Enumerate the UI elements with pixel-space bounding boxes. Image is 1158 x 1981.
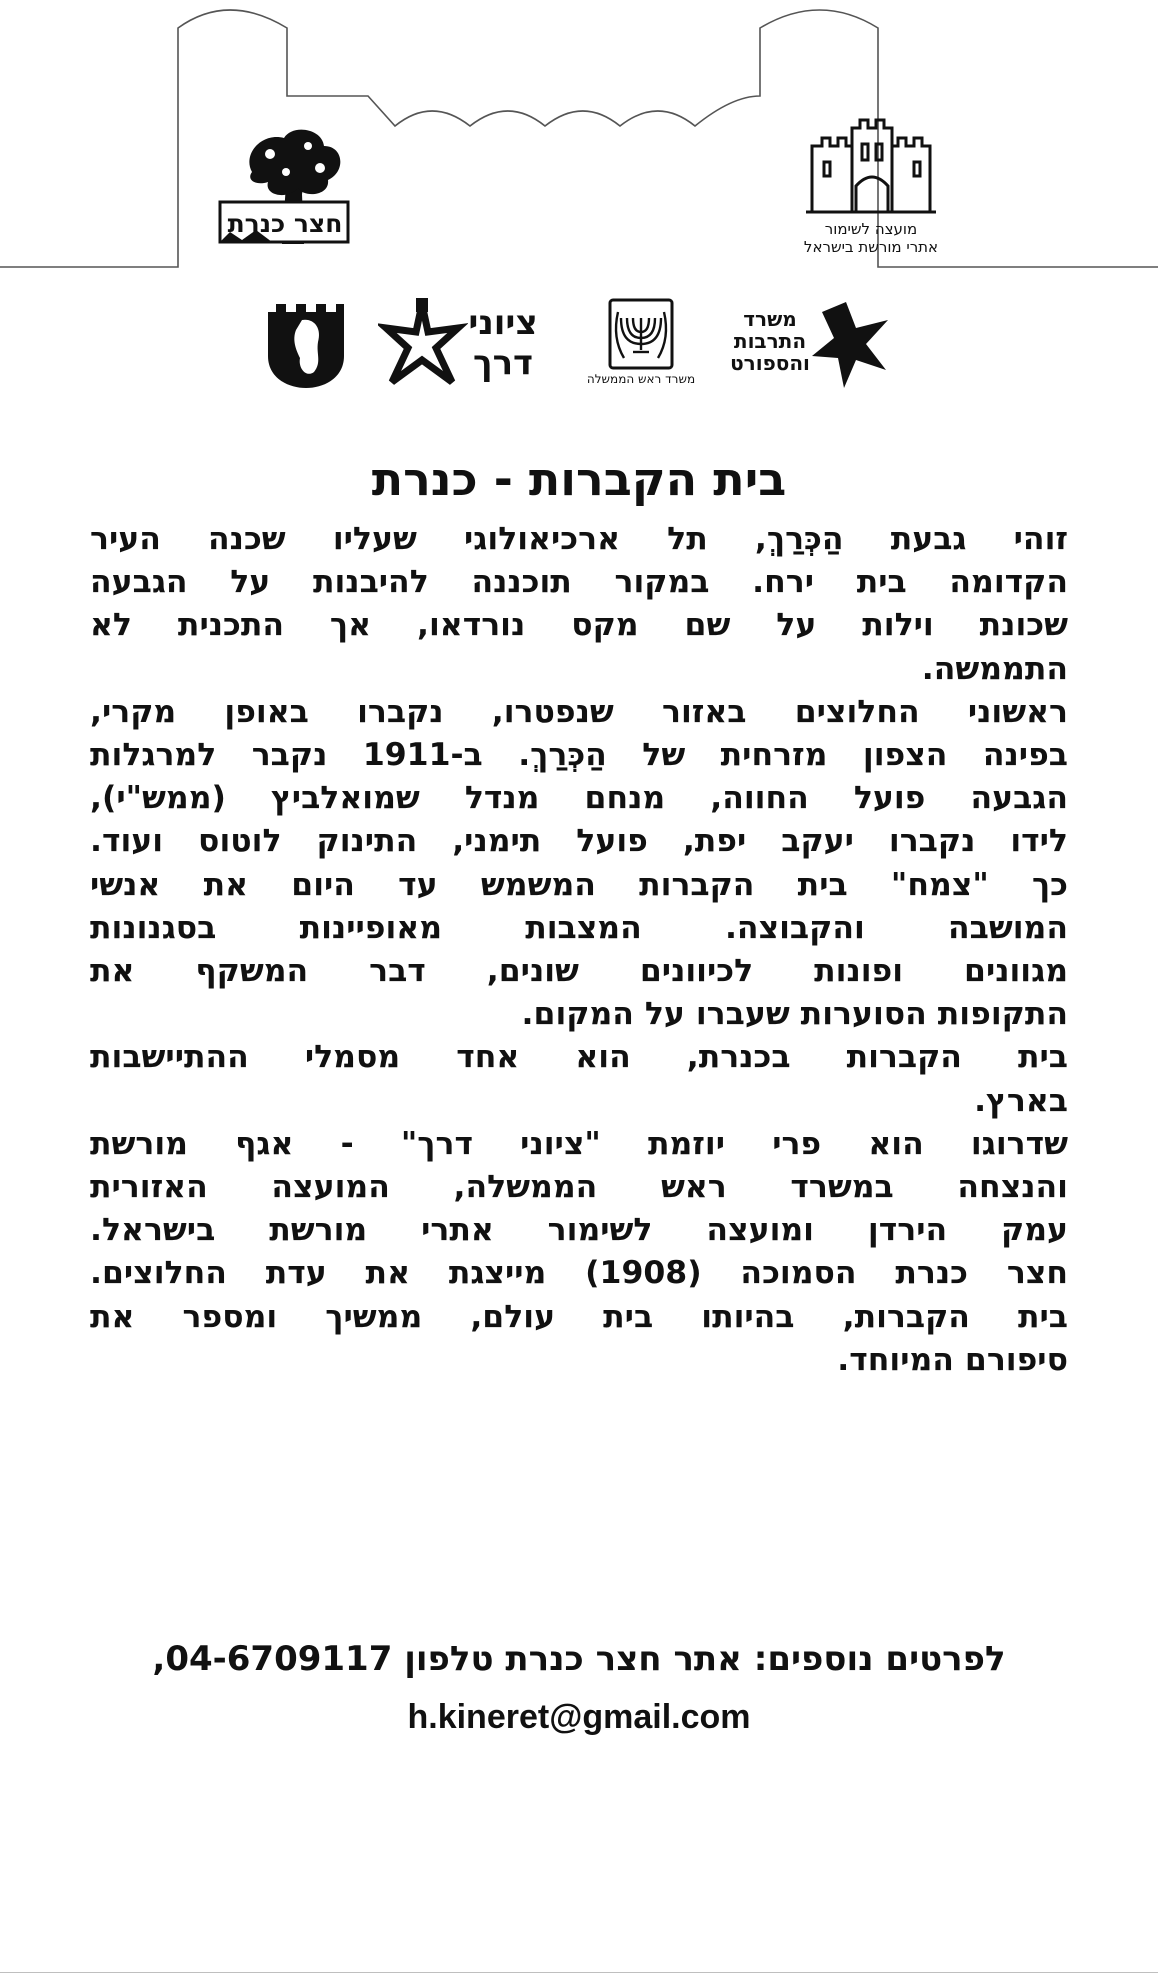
heritage-council-logo-line1: מועצה לשימור	[824, 220, 918, 238]
tziyoni-derech-line2: דרך	[472, 343, 534, 383]
article-line: חצר כנרת הסמוכה (1908) מייצגת את עדת החלוצים.	[90, 1255, 1068, 1292]
article-body	[90, 518, 1068, 1382]
article-line: שכונת וילות על שם מקס נורדאו, אך התכנית לא	[90, 607, 1068, 644]
article-line: בארץ.	[974, 1082, 1068, 1119]
article-line: זוהי גבעת הַכְּרַךְ, תל ארכיאולוגי שעליו שכנה העיר	[90, 521, 1068, 557]
menorah-emblem-icon	[606, 298, 676, 370]
star-sign-icon	[378, 298, 468, 390]
article-line: הקדומה בית ירח. במקור תוכננה להיבנות על הגבעה	[90, 564, 1068, 601]
ministry-line2: התרבות	[733, 329, 807, 353]
kinneret-courtyard-logo	[212, 124, 357, 249]
prime-minister-office-logo	[576, 298, 706, 390]
article-line: עמק הירדן ומועצה לשימור אתרי מורשת בישראל.	[90, 1212, 1068, 1249]
contact-info	[90, 1630, 1068, 1746]
article-line: בפינה הצפון מזרחית של הַכְּרַךְ. ב-1911 נקבר למרגלות	[90, 737, 1069, 774]
article-line: שדרוגו הוא פרי יוזמת "ציוני דרך" - אגף מורשת	[90, 1125, 1068, 1162]
article-line: לידו נקברו יעקב יפת, פועל תימני, התינוק לוטוס ועוד.	[90, 823, 1068, 860]
contact-phone-line: לפרטים נוספים: אתר חצר כנרת טלפון 04-6709117,	[152, 1639, 1006, 1679]
page-title: בית הקברות - כנרת	[371, 452, 787, 506]
prime-minister-office-caption: משרד ראש הממשלה	[586, 372, 696, 386]
article-line: כך "צמח" בית הקברות המשמש עד היום את אנשי	[90, 866, 1068, 903]
ministry-line3: והספורט	[730, 351, 810, 375]
article-line: ראשוני החלוצים באזור שנפטרו, נקברו באופן מקרי,	[90, 693, 1068, 730]
jordan-valley-council-logo	[262, 298, 350, 390]
ministry-line1: משרד	[743, 307, 797, 331]
article-line: בית הקברות, בהיותו בית עולם, ממשיך ומספר את	[90, 1298, 1068, 1335]
heritage-council-logo	[786, 116, 956, 256]
article-line: הגבעה פועל החווה, מנחם מנדל שמואלביץ (ממש"י),	[90, 780, 1068, 817]
ministry-culture-sport-logo	[722, 298, 892, 390]
council-emblem-icon	[262, 298, 350, 390]
heritage-council-logo-line2: אתרי מורשת בישראל	[803, 238, 939, 256]
castle-outline-graphic	[0, 0, 1158, 275]
article-line: והנצחה במשרד ראש הממשלה, המועצה האזורית	[90, 1169, 1068, 1206]
bottom-divider	[0, 1972, 1158, 1973]
tziyoni-derech-logo	[378, 298, 542, 390]
kinneret-courtyard-logo-text: חצר כנרת	[227, 209, 343, 238]
article-line: התקופות הסוערות שעברו על המקום.	[521, 996, 1068, 1033]
article-line: התממשה.	[921, 650, 1068, 687]
article-line: סיפורם המיוחד.	[837, 1341, 1068, 1378]
star-burst-icon	[810, 298, 892, 390]
article-line: בית הקברות בכנרת, הוא אחד מסמלי ההתיישבות	[90, 1039, 1068, 1076]
article-line: המושבה והקבוצה. המצבות מאופיינות בסגנונות	[90, 909, 1068, 946]
castle-gate-icon	[786, 116, 956, 216]
contact-email: h.kineret@gmail.com	[407, 1698, 751, 1736]
tziyoni-derech-line1: ציוני	[468, 303, 538, 343]
article-line: מגוונים ופונות לכיוונים שונים, דבר המשקף את	[90, 953, 1068, 990]
